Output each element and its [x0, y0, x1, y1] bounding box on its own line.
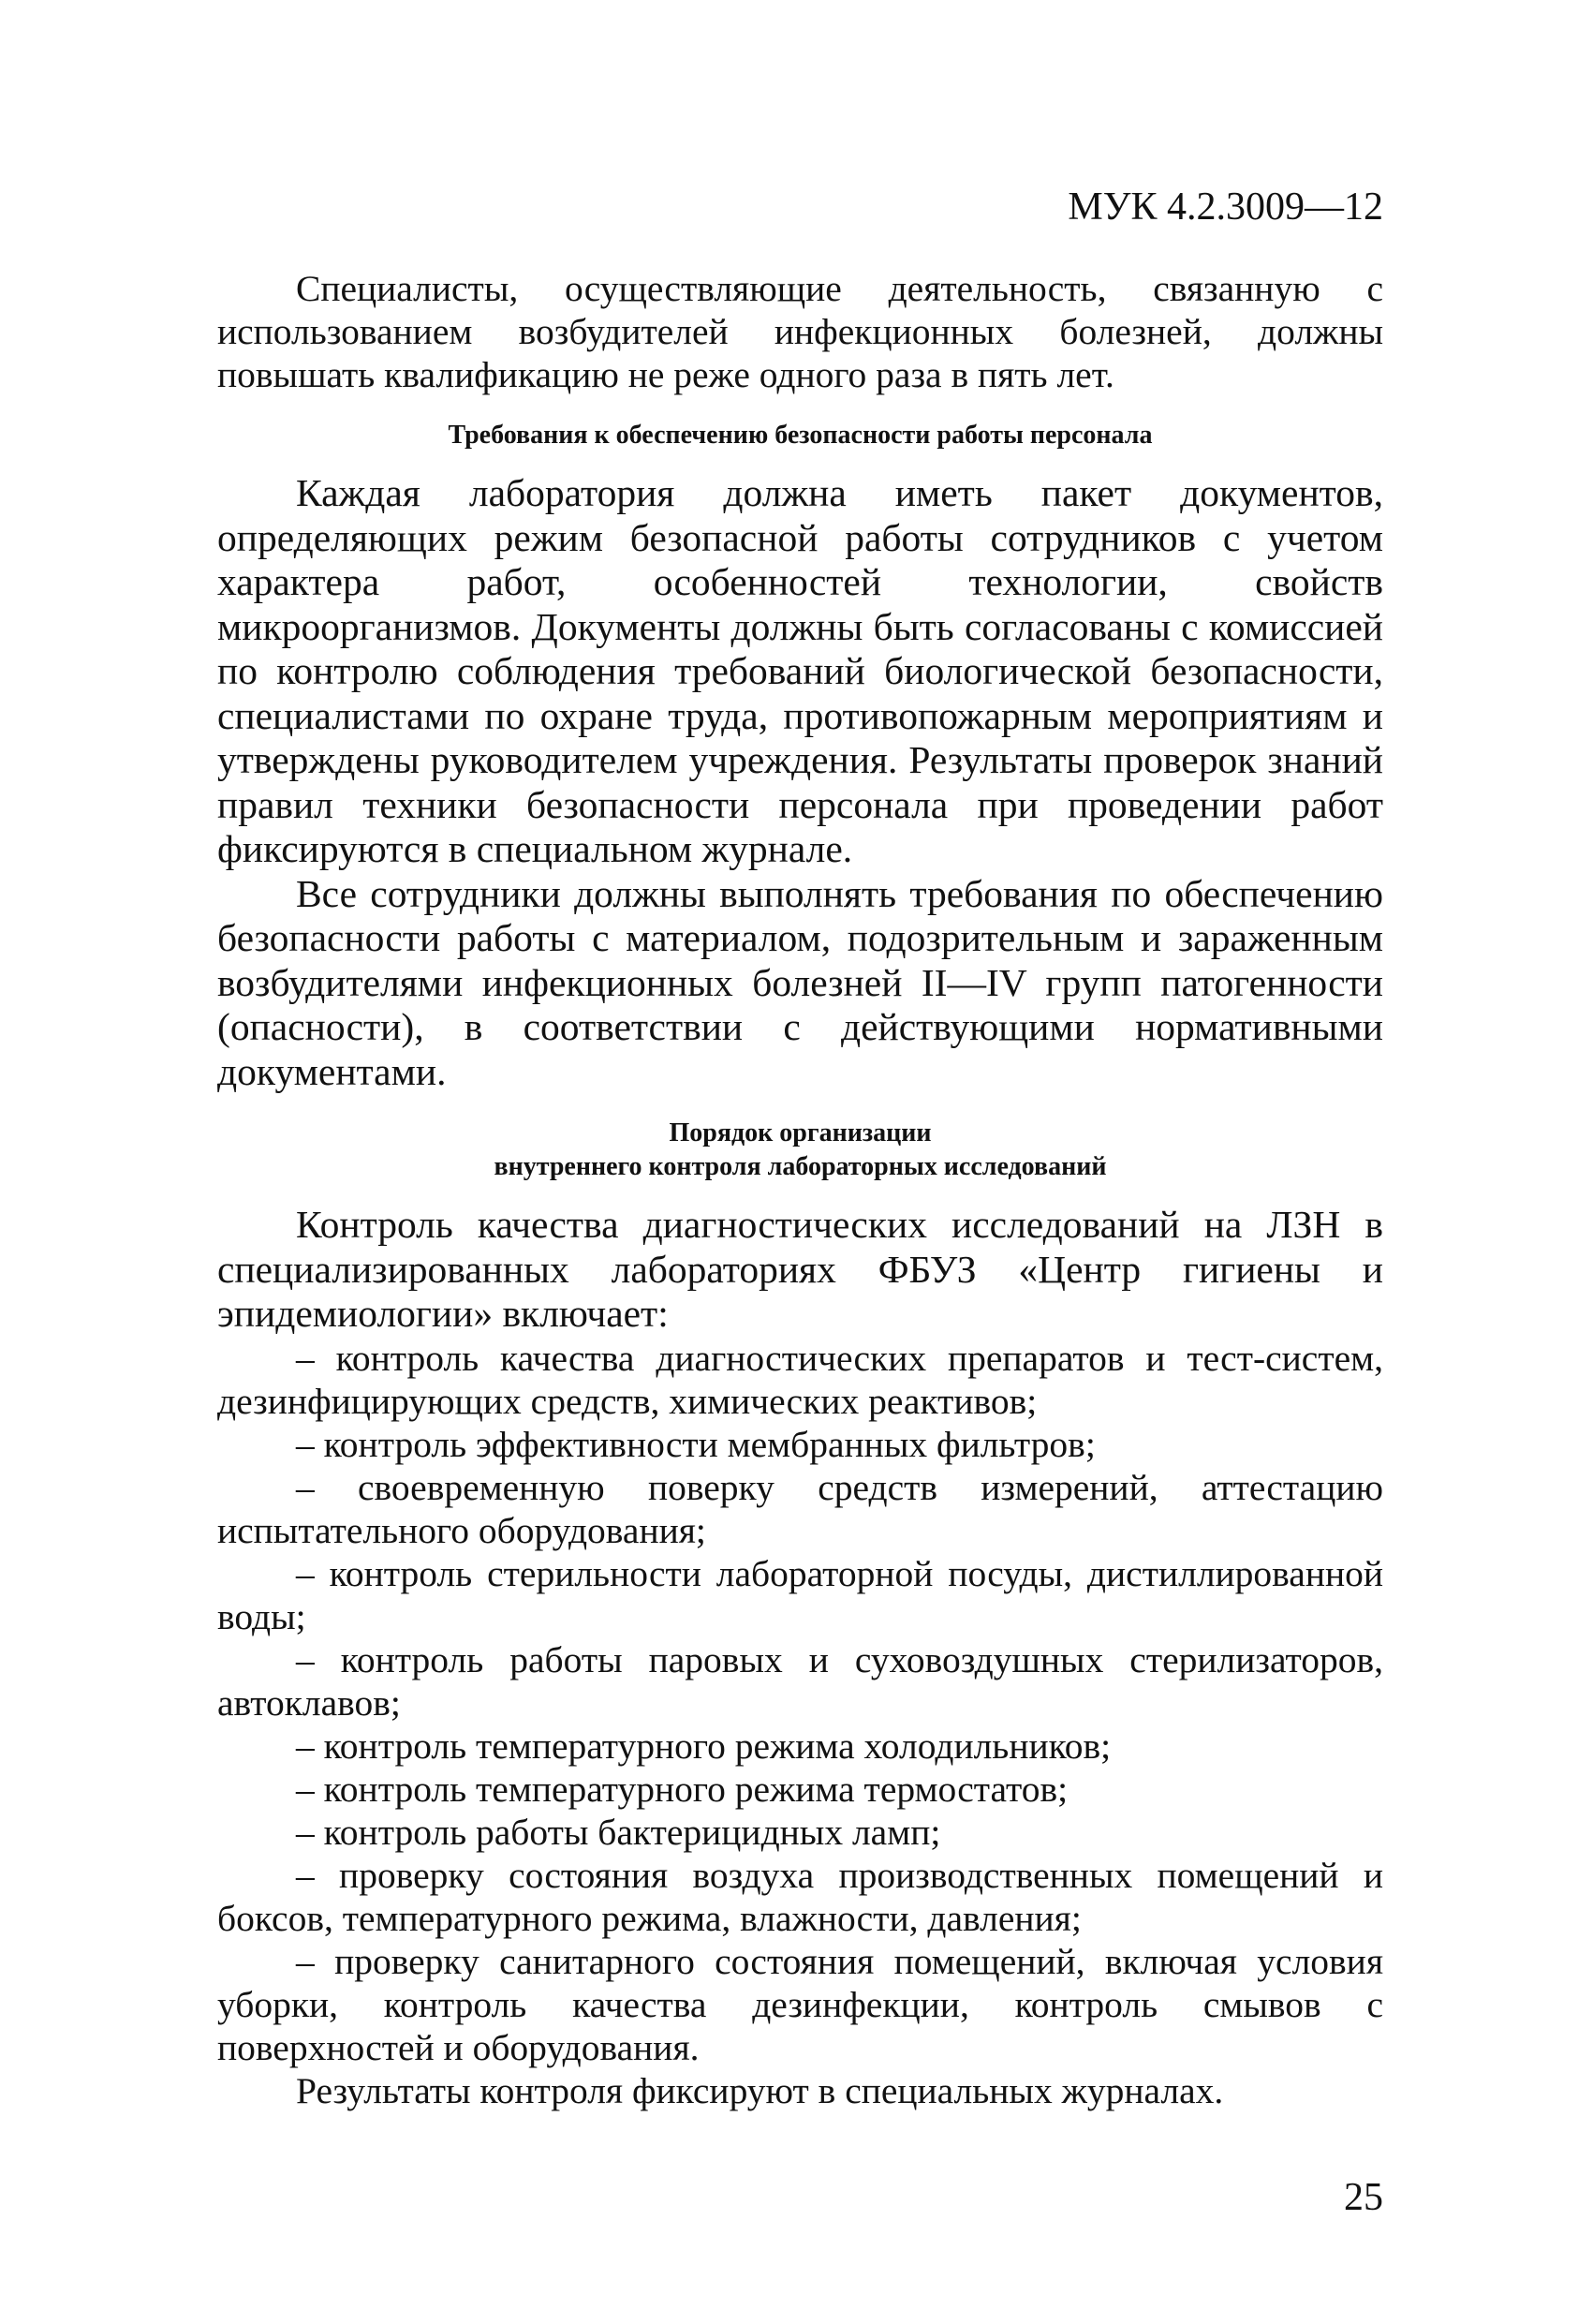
- safety-section-heading: Требования к обеспечению безопасности работы персонала: [448, 421, 1153, 450]
- control-items-list: [217, 1337, 1383, 2069]
- control-heading-line-1: Порядок организации: [669, 1118, 932, 1147]
- list-item: – контроль температурного режима холодильников;: [296, 1724, 1112, 1767]
- list-item: – контроль работы бактерицидных ламп;: [296, 1811, 941, 1853]
- page-number: 25: [1344, 2176, 1383, 2219]
- closing-paragraph: Результаты контроля фиксируют в специальных журналах.: [296, 2069, 1224, 2111]
- document-code: МУК 4.2.3009—12: [1068, 185, 1383, 229]
- list-item: – своевременную поверку средств измерений, аттестацию испытательного оборудования;: [217, 1466, 1383, 1551]
- safety-paragraph-2: Все сотрудники должны выполнять требования по обеспечению безопасности работы с материалом, подозрительным и зараженным возбудителями инфекционных болезней II—IV групп патогенности (опасности), в соответствии с действующими нормативными документами.: [217, 871, 1383, 1093]
- list-item: – контроль стерильности лабораторной посуды, дистиллированной воды;: [217, 1552, 1383, 1637]
- safety-paragraph-1: Каждая лаборатория должна иметь пакет документов, определяющих режим безопасной работы сотрудников с учетом характера работ, особенностей технологии, свойств микроорганизмов. Документы должны быть согласованы с комиссией по контролю соблюдения требований биологической безопасности, специалистами по охране труда, противопожарным мероприятиям и утверждены руководителем учреждения. Результаты проверок знаний правил техники безопасности персонала при проведении работ фиксируются в специальном журнале.: [217, 471, 1383, 870]
- list-item: – проверку состояния воздуха производственных помещений и боксов, температурного режима, влажности, давления;: [217, 1854, 1383, 1939]
- control-intro-paragraph: Контроль качества диагностических исследований на ЛЗН в специализированных лабораториях ФБУЗ «Центр гигиены и эпидемиологии» включает:: [217, 1203, 1383, 1335]
- list-item: – контроль температурного режима термостатов;: [296, 1768, 1069, 1810]
- list-item: – контроль работы паровых и суховоздушных стерилизаторов, автоклавов;: [217, 1638, 1383, 1724]
- control-heading-line-2: внутреннего контроля лабораторных исследований: [494, 1152, 1107, 1181]
- list-item: – контроль качества диагностических препаратов и тест-систем, дезинфицирующих средств, химических реактивов;: [217, 1337, 1383, 1422]
- list-item: – контроль эффективности мембранных фильтров;: [296, 1423, 1096, 1465]
- document-page: [217, 183, 1383, 2112]
- control-section-heading: [217, 1117, 1383, 1184]
- intro-paragraph: Специалисты, осуществляющие деятельность, связанную с использованием возбудителей инфекционных болезней, должны повышать квалификацию не реже одного раза в пять лет.: [217, 268, 1383, 395]
- list-item: – проверку санитарного состояния помещений, включая условия уборки, контроль качества дезинфекции, контроль смывов с поверхностей и оборудования.: [217, 1940, 1383, 2068]
